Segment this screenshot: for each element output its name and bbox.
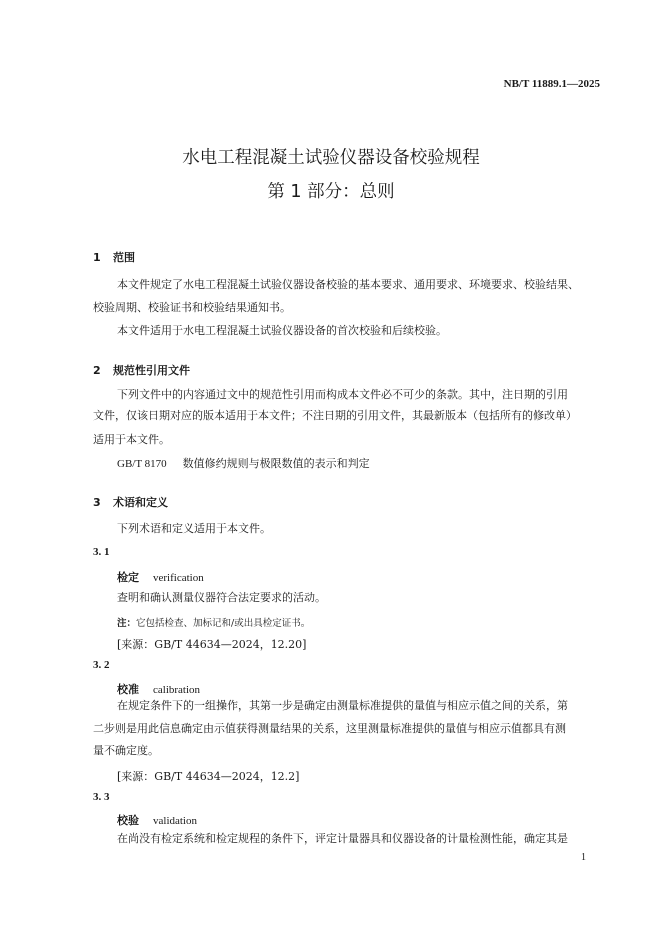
term-3-3 [117,812,197,828]
term-english: validation [153,815,197,827]
term-chinese: 检定 [117,571,139,584]
term-chinese: 校验 [117,814,139,827]
note-label: 注： [117,618,137,629]
section-1-paragraph-1-line-2: 校验周期、校验证书和校验结果通知书。 [93,301,291,314]
section-1-paragraph-1-line-1: 本文件规定了水电工程混凝土试验仪器设备校验的基本要求、通用要求、环境要求、校验结果、 [117,278,579,291]
term-english: calibration [153,684,201,696]
term-3-3-definition-line-1: 在尚没有检定系统和检定规程的条件下，评定计量器具和仪器设备的计量检测性能，确定其是 [117,832,568,845]
section-1-heading [93,249,135,265]
term-number-3-1: 3. 1 [93,546,110,558]
term-3-2-definition-line-3: 量不确定度。 [93,744,159,757]
page-number: 1 [581,852,586,863]
section-3-intro: 下列术语和定义适用于本文件。 [117,522,271,535]
term-3-2-source: [来源：GB/T 44634—2024，12.2] [117,770,300,783]
normative-reference [117,458,370,470]
term-number-3-2: 3. 2 [93,659,110,671]
section-number: 2 [93,364,101,377]
section-2-paragraph-line-2: 文件，仅该日期对应的版本适用于本文件；不注日期的引用文件，其最新版本（包括所有的修改单） [93,409,577,422]
section-title: 术语和定义 [113,496,168,509]
term-number-3-3: 3. 3 [93,791,110,803]
term-3-2-definition-line-1: 在规定条件下的一组操作，其第一步是确定由测量标准提供的量值与相应示值之间的关系，第 [117,699,568,712]
section-3-heading [93,494,168,510]
section-number: 1 [93,251,101,264]
term-3-1-note [117,615,310,629]
term-3-1-definition: 查明和确认测量仪器符合法定要求的活动。 [117,591,326,604]
term-3-1 [117,569,204,585]
term-3-1-source: [来源：GB/T 44634—2024，12.20] [117,638,307,651]
standard-number: NB/T 11889.1—2025 [503,78,600,90]
section-title: 范围 [113,251,135,264]
term-english: verification [153,572,204,584]
section-number: 3 [93,496,101,509]
section-2-paragraph-line-3: 适用于本文件。 [93,433,170,446]
section-2-paragraph-line-1: 下列文件中的内容通过文中的规范性引用而构成本文件必不可少的条款。其中，注日期的引用 [117,388,568,401]
reference-code: GB/T 8170 [117,458,167,470]
term-chinese: 校准 [117,683,139,696]
document-part-title: 第 1 部分：总则 [267,182,395,202]
term-3-2 [117,681,200,697]
term-3-2-definition-line-2: 二步则是用此信息确定由示值获得测量结果的关系，这里测量标准提供的量值与相应示值都具有测 [93,722,566,735]
section-1-paragraph-2: 本文件适用于水电工程混凝土试验仪器设备的首次校验和后续校验。 [117,324,447,337]
section-title: 规范性引用文件 [113,364,190,377]
document-title: 水电工程混凝土试验仪器设备校验规程 [182,148,480,168]
note-text: 它包括检查、加标记和/或出具检定证书。 [136,618,311,629]
reference-title: 数值修约规则与极限数值的表示和判定 [182,457,370,470]
section-2-heading [93,362,190,378]
